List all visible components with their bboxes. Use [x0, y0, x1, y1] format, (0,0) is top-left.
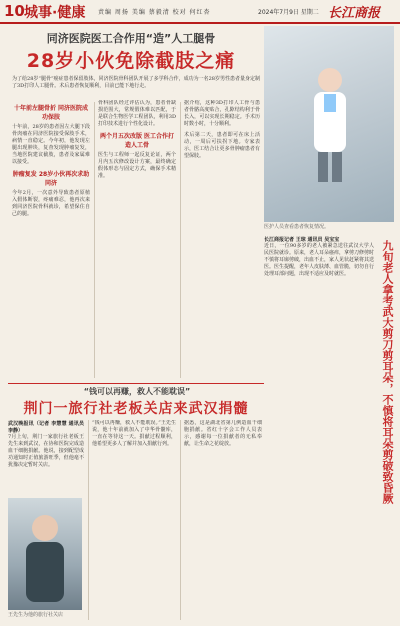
person-illustration	[8, 498, 82, 610]
bottom-headline: 荆门一旅行社老板关店来武汉捐髓	[23, 401, 249, 417]
body-text: 据悉，这是湖北省第几例造血干细胞捐献。省红十字会工作人员表示，感谢每一位捐献者的无私奉献，让生命之花绽放。	[184, 420, 262, 447]
story-column-3	[184, 100, 260, 380]
body-text: 术后第二天，患者即可在床上活动，一周后可扶拐下地。专家表示，医工结合让更多骨肿瘤患者有望保肢。	[184, 132, 260, 159]
column-divider	[94, 102, 95, 378]
bottom-column-2	[92, 420, 176, 620]
body-text: 今年2月，一次意外导致患者原植入假体断裂，疼痛难忍，他再次来到同济医院骨科就诊，希望保住自己的腿。	[12, 190, 90, 217]
section-rule	[8, 383, 264, 384]
section-name: 城事·健康	[24, 5, 86, 21]
bottom-photo-caption: 王先生为他的旅行社关店	[8, 612, 64, 618]
body-text: “钱可以再赚，救人不能耽误。”王先生说，他十年前就加入了中华骨髓库，一直在等待这一天。捐献过程顺利，他希望更多人了解并加入捐献行列。	[92, 420, 176, 447]
quote-kicker: “钱可以再赚，救人不能耽误”	[83, 387, 191, 396]
bottom-column-3	[184, 420, 262, 620]
column-divider	[180, 102, 181, 378]
side-byline: 长江商报记者 王琼 通讯员 吴宝宝	[264, 237, 340, 243]
body-text: 十年前，28岁的患者因左大腿下段骨肉瘤在同济医院接受保肢手术，病情一直稳定。今年初，他发现左腿出现肿块，复查发现肿瘤复发，当地医院建议截肢，患者及家属难以接受。	[12, 124, 90, 165]
story-column-1	[12, 100, 90, 380]
person-illustration	[300, 64, 360, 184]
body-text: 骨科团队经过评估认为，患者骨缺损范围大，常规假体难以匹配，于是联合生物医学工程团队，利用3D打印技术进行个性化设计。	[98, 100, 176, 127]
body-text: 据介绍，这种3D打印人工骨与患者骨骼高度贴合，孔隙结构利于骨长入，可以实现长期稳定。手术历时数小时，十分顺利。	[184, 100, 260, 127]
bottom-byline: 武汉晚报讯（记者 李慧慧 通讯员 李静）	[8, 421, 84, 434]
lead-paragraph: 为了给28岁“腿骨”癌症患者保留肢体，同济医院骨科团队开展了多学科合作，成功为一名28岁男性患者量身定制了3D打印人工腿骨。术后患者恢复顺利，目前已能下地行走。	[12, 76, 260, 89]
page-header	[0, 0, 400, 24]
side-story-body	[264, 236, 374, 620]
editor-credits: 责编 周扬 美编 蔡毅清 校对 何红杏	[98, 9, 211, 16]
photo-caption: 医护人员查看患者恢复情况。	[264, 224, 330, 230]
subhead: 两个月五次改版 医工合作打造人工骨	[99, 133, 175, 149]
column-divider	[180, 420, 181, 620]
page-number: 10	[4, 2, 25, 20]
side-text: 近日，一位90多岁的老人被紧急送往武汉大学人民医院就诊。原来，老人耳朵瘙痒，拿剪刀修剪时不慎将耳廓剪破，出血不止，家人见状赶紧将其送医。医生提醒，老年人皮肤薄、血管脆，切勿自行处理耳部问题，出现不适应及时就医。	[264, 243, 374, 277]
bottom-photo	[8, 498, 82, 610]
side-story	[264, 236, 374, 620]
headline-kicker: 同济医院医工合作用“造”人工腿骨	[46, 32, 216, 45]
column-divider	[88, 420, 89, 620]
body-text: 7月上旬，荆门一家旅行社老板王先生来到武汉，在协和医院完成造血干细胞捐献。他说，接到配型成功通知时正值旅游旺季，但他毫不犹豫决定暂时关店。	[8, 434, 84, 468]
story-column-2	[98, 100, 176, 380]
body-text: 医生与工程师一起反复论证，两个月内五次修改设计方案，最终确定假体形态与固定方式，确保手术精准。	[98, 152, 176, 179]
news-photo	[264, 26, 394, 222]
newspaper-logo: 长江商报	[328, 6, 381, 21]
subhead: 十年前左腿骨折 同济医院成功保肢	[13, 105, 89, 121]
side-headline: 九旬老人拿考武大剪刀剪耳朵，不慎将耳朵剪破致昏厥	[381, 240, 394, 504]
issue-date: 2024年7月9日 星期二	[258, 9, 319, 16]
subhead: 肿瘤复发 28岁小伙再次求助同济	[12, 171, 90, 187]
main-headline: 28岁小伙免除截肢之痛	[26, 50, 236, 72]
bottom-column-1	[8, 420, 84, 496]
